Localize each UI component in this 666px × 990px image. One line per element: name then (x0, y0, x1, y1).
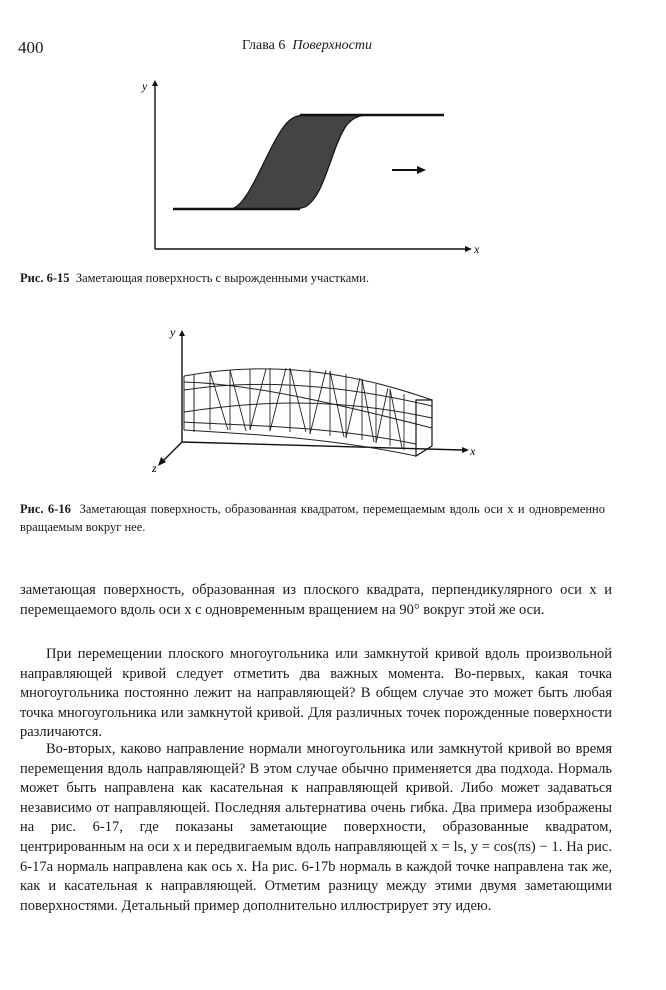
figure-6-16-caption (20, 500, 605, 536)
figure-6-16 (150, 322, 480, 482)
paragraph-2: При перемещении плоского многоугольника или замкнутой кривой вдоль произвольной направляющей кривой следует отметить два важных момента. Во-первых, какая точка многоугольника постоянно лежит на направляющей? В общем случае это может быть любая точка многоугольника или замкнутой кривой. Для различных точек порожденные поверхности различаются. (20, 646, 612, 741)
fig16-x-axis (182, 442, 462, 450)
fig16-z-label: z (152, 461, 157, 475)
figure-6-15-label: Рис. 6-15 (20, 271, 70, 285)
figure-6-16-text: Заметающая поверхность, образованная квадратом, перемещаемым вдоль оси x и одновременно вращаемым вокруг нее. (20, 502, 605, 534)
page-number: 400 (18, 38, 44, 57)
fig16-cross-sections (210, 368, 404, 450)
figure-6-15-text: Заметающая поверхность с вырожденными участками. (75, 271, 369, 285)
fig15-x-arrow (465, 246, 472, 252)
fig15-y-label: y (142, 79, 148, 93)
figure-6-15-caption (20, 269, 605, 287)
chapter-title: Поверхности (292, 38, 372, 53)
fig15-motion-arrowhead (417, 166, 426, 174)
paragraph-1: заметающая поверхность, образованная из плоского квадрата, перпендикулярного оси x и перемещаемого вдоль оси x с одновременным вращением на 90° вокруг этой же оси. (20, 582, 612, 618)
fig16-x-label: x (470, 444, 476, 458)
running-header (242, 38, 372, 54)
fig16-x-arrow (462, 447, 469, 453)
paragraph-3: Во-вторых, каково направление нормали многоугольника или замкнутой кривой во время перемещения вдоль направляющей? В этом случае обычно применяется два подхода. Нормаль может быть направлена как касательная к направляющей кривой. Либо может задаваться независимо от направляющей. Последняя альтернатива очень гибка. Два примера изображены на рис. 6-17, где показаны заметающие поверхности, образованные квадратом, центрированным на оси x и передвигаемым вдоль направляющей x = ls, y = cos(πs) − 1. На рис. 6-17a нормаль направлена как ось x. На рис. 6-17b нормаль в каждой точке направлена так же, как и касательная к направляющей. Отметим разницу между этими двумя заметающими поверхностями. Детальный пример дополнительно иллюстрирует эту идею. (20, 741, 612, 914)
fig16-y-label: y (170, 325, 176, 339)
figure-6-16-label: Рис. 6-16 (20, 502, 71, 516)
chapter-label: Глава 6 (242, 38, 286, 53)
fig15-x-label: x (474, 242, 480, 256)
fig15-swept-surface (230, 115, 368, 209)
figure-6-15 (140, 76, 480, 261)
fig15-y-arrow (152, 80, 158, 86)
fig16-z-axis (162, 442, 182, 462)
fig16-y-arrow (179, 330, 185, 336)
